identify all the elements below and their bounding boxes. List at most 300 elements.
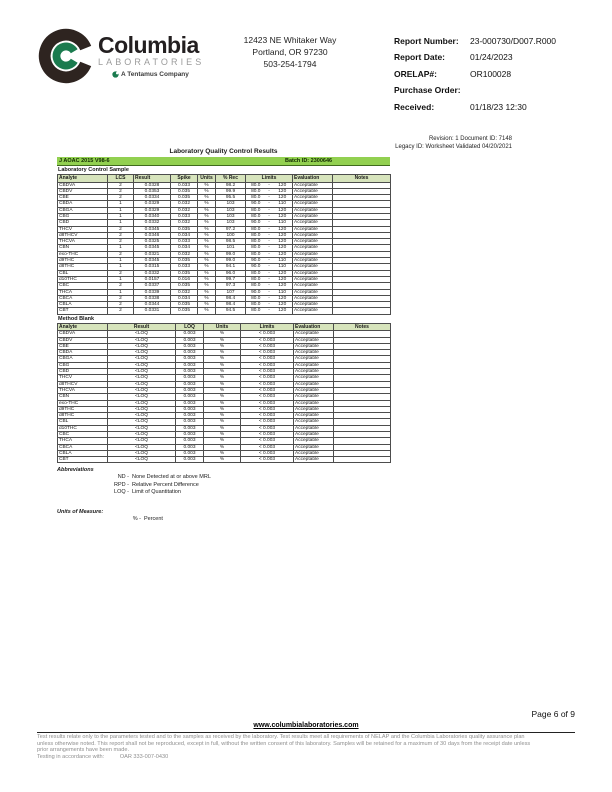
table-cell: 1 [108,245,134,251]
table-cell: 90.0 [246,201,266,207]
report-field [394,33,594,49]
table-cell: 97.3 [216,283,246,289]
abbreviation-item [57,474,390,481]
table-cell: 80.0 [246,308,266,314]
table-cell: % [204,369,241,375]
table-cell: 0.0325 [134,239,171,245]
abbreviations-title: Abbreviations [57,467,94,474]
table-cell: exo-THC [58,251,108,257]
table-cell: 0.032 [171,251,198,257]
table-cell: 0.035 [171,195,198,201]
report-info [394,33,594,115]
report-field-value: 01/24/2023 [470,52,513,63]
table-cell: Acceptable [293,289,333,295]
table-cell: Acceptable [294,369,334,375]
table-cell: Acceptable [294,394,334,400]
table-cell: 0.003 [176,450,204,456]
table-cell: 110 [273,264,293,270]
table-cell: 80.0 [246,239,266,245]
table-cell: Acceptable [293,245,333,251]
table-cell: 0.0346 [134,232,171,238]
table-cell: - [266,213,273,219]
mb-table-body [58,331,391,463]
table-cell: < 0.003 [241,387,294,393]
table-cell: Acceptable [294,457,334,463]
report-field-value: 23-000730/D007.R000 [470,36,557,46]
table-cell: % [204,331,241,337]
table-cell: Acceptable [293,308,333,314]
table-cell: 80.0 [246,226,266,232]
table-cell: 0.032 [171,201,198,207]
table-cell: Acceptable [294,362,334,368]
table-cell: Acceptable [293,239,333,245]
table-cell: 120 [273,295,293,301]
table-cell: Acceptable [293,220,333,226]
table-cell: 99.0 [216,258,246,264]
footer-disclaimer [37,734,577,760]
table-cell: 103 [216,220,246,226]
table-cell: 0.003 [176,337,204,343]
table-cell: Acceptable [293,276,333,282]
table-cell: 2 [108,283,134,289]
table-cell: <LOQ [108,369,176,375]
table-cell: % [204,350,241,356]
table-cell: 0.034 [171,295,198,301]
table-cell: % [198,195,216,201]
table-cell: d10THC [58,425,108,431]
table-cell: 0.0332 [134,270,171,276]
logo-name: Columbia [98,32,199,58]
footer-divider [37,732,575,733]
table-cell: 0.003 [176,425,204,431]
table-cell: 0.003 [176,356,204,362]
table-cell: 0.016 [171,276,198,282]
table-cell: <LOQ [108,450,176,456]
table-cell: THCVA [58,239,108,245]
report-field [394,99,594,115]
table-cell: CBLA [58,450,108,456]
column-header: Evaluation [294,323,334,331]
table-cell: < 0.003 [241,400,294,406]
table-cell: 80.0 [246,245,266,251]
table-cell: < 0.003 [241,457,294,463]
table-cell: % [204,457,241,463]
mb-section-label: Method Blank [58,315,95,322]
report-field-label: Received: [394,101,435,112]
table-cell: <LOQ [108,343,176,349]
table-cell: Acceptable [294,350,334,356]
table-cell: 0.003 [176,362,204,368]
table-cell: - [266,220,273,226]
table-cell: THCA [58,289,108,295]
table-cell: 2 [108,182,134,188]
table-cell: 99.7 [216,276,246,282]
table-cell: % [198,213,216,219]
abbreviation-key: RPD - [114,481,129,488]
table-cell: - [266,239,273,245]
table-cell: % [204,387,241,393]
table-cell: % [198,226,216,232]
table-cell: 0.0337 [134,283,171,289]
table-cell: Acceptable [293,264,333,270]
table-cell: 0.035 [171,258,198,264]
accordance-value: OAR 333-007-0430 [119,753,169,760]
table-cell: Acceptable [294,337,334,343]
report-field-value: 01/18/23 12:30 [470,101,527,112]
table-cell: % [204,438,241,444]
table-cell: 0.033 [171,239,198,245]
table-cell: 90.0 [246,289,266,295]
column-header: Limits [241,323,294,331]
table-cell: CBDA [58,201,108,207]
table-cell: 120 [273,232,293,238]
table-cell: 120 [273,195,293,201]
table-cell: % [204,362,241,368]
table-cell: < 0.003 [241,331,294,337]
table-cell: - [266,276,273,282]
table-cell: Acceptable [293,232,333,238]
column-header: Notes [333,175,391,183]
table-cell: < 0.003 [241,375,294,381]
table-cell: Acceptable [294,438,334,444]
table-cell: % [198,308,216,314]
table-cell: % [204,450,241,456]
columbia-logo [38,28,204,84]
table-cell: CBDA [58,350,108,356]
table-cell: < 0.003 [241,350,294,356]
method-batch-bar [57,157,390,166]
disclaimer-line: prior arrangements have been made. [37,747,130,754]
table-cell: 80.0 [246,295,266,301]
table-cell: % [204,444,241,450]
table-cell: < 0.003 [241,337,294,343]
lcs-header-row [58,175,391,183]
table-cell: 110 [273,258,293,264]
unit-item [57,516,390,523]
table-cell: d8THCV [58,232,108,238]
mb-header-row [58,323,391,331]
table-cell: 0.034 [171,245,198,251]
table-cell: - [266,264,273,270]
table-cell: % [204,431,241,437]
qc-title: Laboratory Quality Control Results [169,148,278,155]
table-cell: Acceptable [294,375,334,381]
table-cell: <LOQ [108,444,176,450]
table-cell: 0.034 [171,232,198,238]
table-cell: Acceptable [294,419,334,425]
table-cell: % [204,356,241,362]
table-cell: Acceptable [293,302,333,308]
table-cell: 1 [108,258,134,264]
table-cell: 110 [273,220,293,226]
table-cell: 0.003 [176,413,204,419]
table-cell: 0.003 [176,331,204,337]
units-of-measure-title: Units of Measure: [57,509,104,516]
column-header: Units [204,323,241,331]
columbia-logo-icon [38,28,94,84]
website-link[interactable]: www.columbialaboratories.com [253,722,359,729]
report-field [394,49,594,65]
table-cell: Acceptable [293,270,333,276]
table-cell: <LOQ [108,356,176,362]
table-cell: 0.0340 [134,213,171,219]
table-cell: 97.2 [216,226,246,232]
table-cell: - [266,258,273,264]
table-cell: Acceptable [294,400,334,406]
table-cell: CBN [58,394,108,400]
table-cell: Acceptable [293,258,333,264]
table-cell: Acceptable [294,387,334,393]
table-cell: 0.003 [176,457,204,463]
table-cell: 0.003 [176,419,204,425]
table-cell: 0.0321 [134,251,171,257]
table-cell: 0.032 [171,289,198,295]
table-cell: 0.0332 [134,220,171,226]
lcs-table-body [58,182,391,314]
column-header: Notes [334,323,391,331]
column-header: Units [198,175,216,183]
table-cell: - [266,270,273,276]
abbreviation-text: None Detected at or above MRL [132,474,211,481]
table-cell: CBGA [58,207,108,213]
table-cell: Acceptable [293,295,333,301]
column-header: Result [108,323,176,331]
column-header: Analyte [58,323,108,331]
table-cell: 2 [108,295,134,301]
table-cell: CBLA [58,302,108,308]
table-cell: 0.035 [171,308,198,314]
table-cell: % [198,295,216,301]
table-cell: % [198,264,216,270]
table-cell: 100 [216,232,246,238]
table-cell: THCV [58,375,108,381]
table-cell: 120 [273,245,293,251]
table-cell: % [204,400,241,406]
page-number: Page 6 of 9 [531,709,575,719]
table-cell: % [198,283,216,289]
table-cell: 0.0331 [134,308,171,314]
address-line: 503-254-1794 [263,59,317,69]
table-cell: 103 [216,207,246,213]
table-cell: < 0.003 [241,343,294,349]
logo-text [98,34,204,78]
table-cell: 1 [108,213,134,219]
address-line: Portland, OR 97230 [252,47,328,57]
table-cell: CBC [58,431,108,437]
table-cell [333,308,391,314]
table-cell: 1 [108,264,134,270]
table-cell: CBD [58,220,108,226]
table-cell: Acceptable [294,450,334,456]
table-cell: CBC [58,283,108,289]
lcs-table [57,174,391,315]
table-cell: < 0.003 [241,394,294,400]
column-header: LOQ [176,323,204,331]
table-cell: CBN [58,245,108,251]
tagline-text: A Tentamus Company [121,71,189,78]
report-field [394,66,594,82]
table-cell: - [266,295,273,301]
table-cell: Acceptable [294,331,334,337]
table-cell: Acceptable [293,251,333,257]
table-cell: 120 [273,276,293,282]
table-cell: 101 [216,245,246,251]
table-cell: <LOQ [108,337,176,343]
table-cell: CBT [58,308,108,314]
table-cell: 0.0353 [134,188,171,194]
table-cell: 120 [273,251,293,257]
table-cell: - [266,251,273,257]
table-cell: Acceptable [294,343,334,349]
table-cell: 0.0344 [134,302,171,308]
table-cell: 2 [108,251,134,257]
table-row [58,457,391,463]
accordance-line [37,754,577,761]
table-cell: 120 [273,182,293,188]
table-cell: CBE [58,343,108,349]
table-cell: 0.0329 [134,207,171,213]
column-header: Analyte [58,175,108,183]
column-header: Evaluation [293,175,333,183]
table-cell: 0.003 [176,350,204,356]
table-row [58,308,391,314]
table-cell: <LOQ [108,413,176,419]
table-cell: 1 [108,220,134,226]
table-cell: d8THC [58,264,108,270]
table-cell: 2 [108,270,134,276]
table-cell: 0.003 [176,387,204,393]
table-cell: % [198,276,216,282]
table-cell: CBG [58,213,108,219]
table-cell: % [204,425,241,431]
batch-id: Batch ID: 2300646 [285,158,333,164]
report-field-value: OR100028 [470,68,512,79]
column-header: LCS [108,175,134,183]
table-cell: 0.003 [176,375,204,381]
table-cell: < 0.003 [241,406,294,412]
table-cell: - [266,188,273,194]
table-cell: 2 [108,308,134,314]
qc-results-block [57,148,390,523]
table-cell: 120 [273,270,293,276]
table-cell: 2 [108,302,134,308]
report-field [394,82,594,98]
table-cell: % [198,302,216,308]
table-cell: % [198,182,216,188]
table-cell: 0.003 [176,400,204,406]
table-cell: 0.0157 [134,276,171,282]
abbreviation-key: ND - [117,474,129,481]
table-cell: 0.035 [171,188,198,194]
table-cell: 0.003 [176,381,204,387]
table-cell: 80.0 [246,207,266,213]
table-cell: CBDV [58,188,108,194]
table-cell: 99.9 [216,188,246,194]
unit-key: % - [132,516,141,523]
table-cell: d8THC [58,413,108,419]
table-cell: < 0.003 [241,438,294,444]
table-cell: 1 [108,289,134,295]
table-cell: 0.033 [171,213,198,219]
table-cell: 0.032 [171,220,198,226]
table-cell: 80.0 [246,232,266,238]
table-cell: % [204,394,241,400]
table-cell: % [198,207,216,213]
table-cell: THCA [58,438,108,444]
table-cell: 80.0 [246,195,266,201]
table-cell: % [198,188,216,194]
table-cell: 107 [216,289,246,295]
table-cell: 0.035 [171,302,198,308]
table-cell: 96.0 [216,270,246,276]
table-cell: 1 [108,201,134,207]
table-cell: 120 [273,207,293,213]
table-cell [334,457,391,463]
table-cell: 80.0 [246,270,266,276]
table-cell: <LOQ [108,406,176,412]
abbreviation-key: LOQ - [114,488,129,495]
table-cell: CBGA [58,356,108,362]
table-cell: THCV [58,226,108,232]
table-cell: % [198,245,216,251]
table-cell: CBG [58,362,108,368]
report-field-label: Report Number: [394,36,459,46]
table-cell: Acceptable [294,431,334,437]
table-cell: % [204,337,241,343]
table-cell: CBT [58,457,108,463]
table-cell: 120 [273,213,293,219]
table-cell: 80.0 [246,302,266,308]
table-cell: % [204,381,241,387]
table-cell: <LOQ [108,387,176,393]
table-cell: % [198,239,216,245]
table-cell: <LOQ [108,331,176,337]
table-cell: 0.033 [171,182,198,188]
table-cell: % [198,201,216,207]
table-cell: Acceptable [294,381,334,387]
table-cell: % [198,251,216,257]
column-header: Limits [246,175,293,183]
table-cell: 80.0 [246,251,266,257]
table-cell: 0.0315 [134,264,171,270]
column-header: % Rec [216,175,246,183]
table-cell: Acceptable [293,213,333,219]
table-cell: - [266,308,273,314]
table-cell: 2 [108,239,134,245]
table-cell: - [266,289,273,295]
table-cell: 80.0 [246,188,266,194]
table-cell: 2 [108,226,134,232]
table-cell: < 0.003 [241,425,294,431]
method-blank-table [57,323,391,464]
table-cell: Acceptable [293,182,333,188]
report-field-label: Purchase Order: [394,85,461,96]
table-cell: 120 [273,239,293,245]
table-cell: Acceptable [294,413,334,419]
table-cell: 2 [108,195,134,201]
logo-tagline [112,71,204,78]
column-header: Spike [171,175,198,183]
table-cell: < 0.003 [241,369,294,375]
table-cell: 0.003 [176,444,204,450]
table-cell: 99.0 [216,251,246,257]
table-cell: d8THCV [58,381,108,387]
table-cell: - [266,207,273,213]
table-cell: 90.0 [246,220,266,226]
table-cell: < 0.003 [241,419,294,425]
legacy-line: Legacy ID: Worksheet Validated 04/20/2021 [395,143,512,150]
table-cell: 120 [273,308,293,314]
